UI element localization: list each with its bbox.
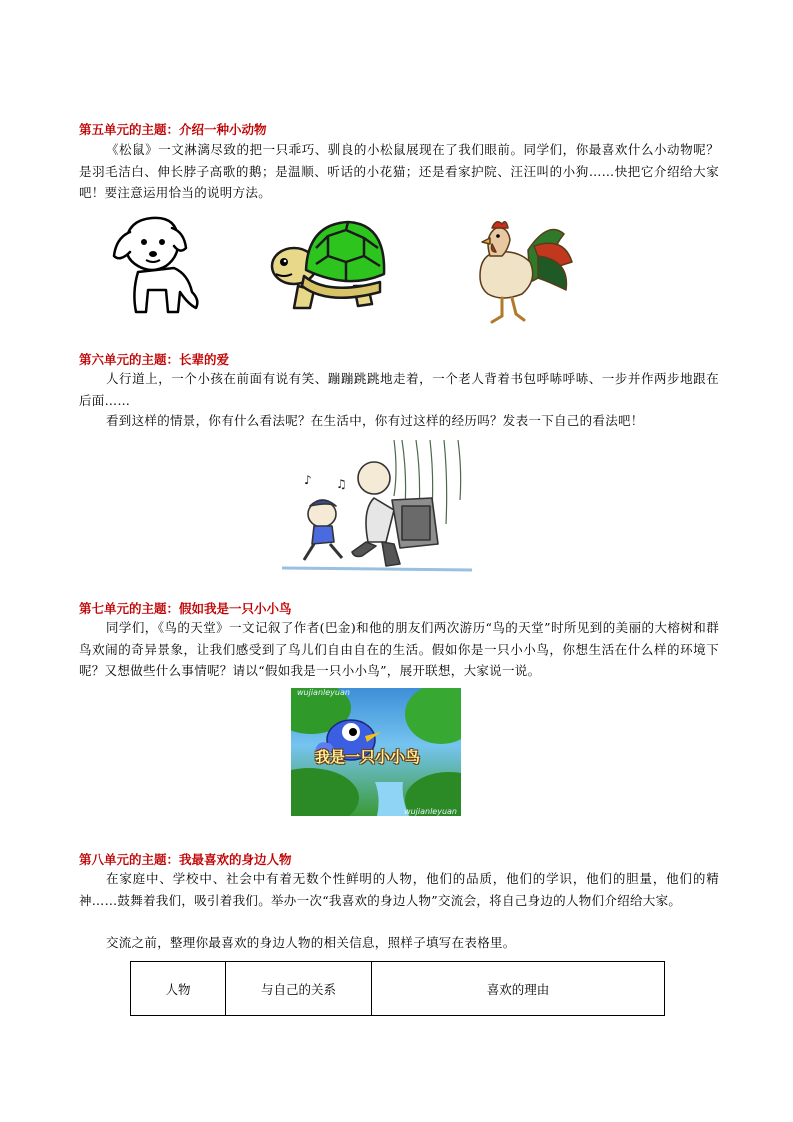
- dog-illustration: [108, 212, 208, 320]
- unit6-title: 第六单元的主题：长辈的爱: [79, 352, 230, 367]
- grandpa-and-child-illustration: [282, 440, 472, 578]
- table-header-reason: 喜欢的理由: [372, 962, 665, 1016]
- bird-image-bottom-text: wujianleyuan: [404, 807, 457, 816]
- table-header-person: 人物: [131, 962, 226, 1016]
- bird-image-top-text: wujianleyuan: [297, 688, 350, 697]
- unit8-title: 第八单元的主题：我最喜欢的身边人物: [79, 852, 292, 867]
- table-header-relationship: 与自己的关系: [226, 962, 372, 1016]
- svg-text:♪: ♪: [304, 473, 312, 487]
- bird-image-title: 我是一只小小鸟: [315, 748, 421, 766]
- unit8-paragraph-2: 交流之前，整理你最喜欢的身边人物的相关信息，照样子填写在表格里。: [106, 935, 516, 950]
- unit8-paragraph-1: 在家庭中、学校中、社会中有着无数个性鲜明的人物，他们的品质，他们的学识，他们的胆量，他们的精神……鼓舞着我们，吸引着我们。举办一次“我喜欢的身边人物”交流会，将自己身边的人物们介绍给大家。: [79, 871, 719, 908]
- unit5-title: 第五单元的主题：介绍一种小动物: [79, 122, 267, 137]
- turtle-illustration: [268, 216, 390, 316]
- unit7-title: 第七单元的主题：假如我是一只小小鸟: [79, 601, 292, 616]
- table-header-row: [131, 962, 665, 1016]
- little-bird-image: [291, 688, 461, 816]
- svg-text:♫: ♫: [336, 477, 347, 491]
- person-info-table: [130, 961, 665, 1016]
- unit6-paragraph-2: 看到这样的情景，你有什么看法呢？在生活中，你有过这样的经历吗？发表一下自己的看法吧！: [106, 413, 644, 428]
- unit6-paragraph-1: 人行道上，一个小孩在前面有说有笑、蹦蹦跳跳地走着，一个老人背着书包呼哧呼哧、一步并作两步地跟在后面……: [79, 371, 719, 408]
- unit5-paragraph: 《松鼠》一文淋漓尽致的把一只乖巧、驯良的小松鼠展现在了我们眼前。同学们，你最喜欢什么小动物呢？是羽毛洁白、伸长脖子高歌的鹅；是温顺、听话的小花猫；还是看家护院、汪汪叫的小狗……快把它介绍给大家吧！要注意运用恰当的说明方法。: [79, 142, 719, 200]
- unit7-paragraph: 同学们，《鸟的天堂》一文记叙了作者(巴金)和他的朋友们两次游历“鸟的天堂”时所见到的美丽的大榕树和群鸟欢闹的奇异景象，让我们感受到了鸟儿们自由自在的生活。假如你是一只小小鸟，你想生活在什么样的环境下呢？又想做些什么事情呢？请以“假如我是一只小小鸟”，展开联想，大家说一说。: [79, 620, 719, 678]
- rooster-illustration: [468, 216, 580, 328]
